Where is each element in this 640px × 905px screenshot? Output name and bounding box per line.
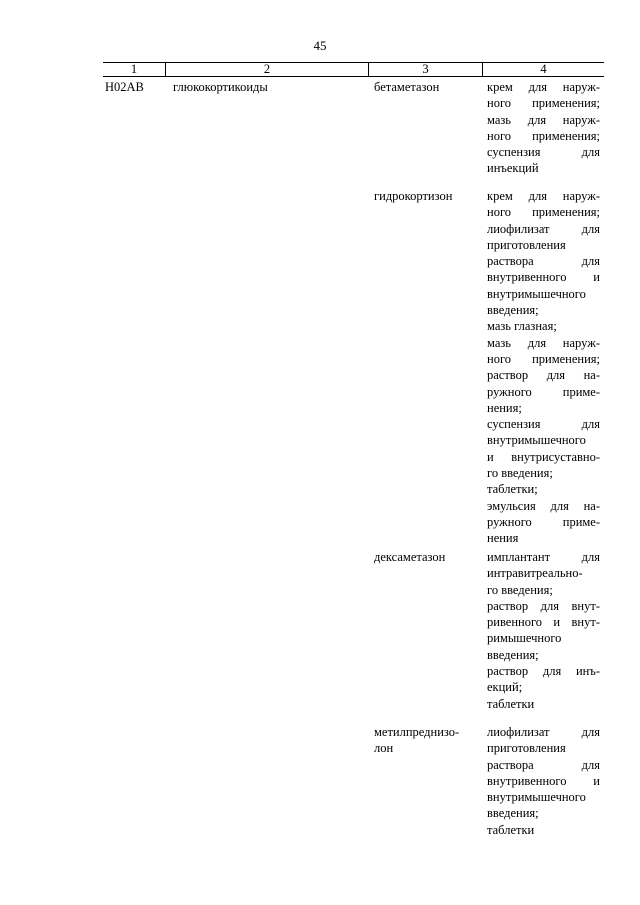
dosage-form-line: введения; xyxy=(487,303,539,318)
dosage-form-line: го введения; xyxy=(487,466,553,481)
drug-name-line: бетаметазон xyxy=(374,80,440,94)
dosage-form-line: лиофилизат для xyxy=(487,725,600,739)
dosage-form-line: внутривенного и xyxy=(487,773,600,788)
dosage-form-line: нения; xyxy=(487,400,522,415)
dosage-form-line: ружного приме- xyxy=(487,514,600,529)
dosage-forms xyxy=(487,549,600,712)
dosage-form-line: ного применения; xyxy=(487,96,600,111)
dosage-form-line: введения; xyxy=(487,806,539,821)
header-col-1: 1 xyxy=(130,62,138,76)
drug-name xyxy=(374,724,478,757)
dosage-form-line: ного применения; xyxy=(487,351,600,366)
drug-name xyxy=(374,188,478,204)
dosage-form-line: и внутрисуставно- xyxy=(487,449,600,464)
dosage-form-line: го введения; xyxy=(487,582,553,597)
drug-name-line: дексаметазон xyxy=(374,550,446,564)
drug-name xyxy=(374,549,478,565)
dosage-form-line: приготовления xyxy=(487,237,566,252)
dosage-form-line: имплантант для xyxy=(487,550,600,564)
anatomical-therapeutic-group: глюкокортикоиды xyxy=(173,80,268,94)
dosage-forms xyxy=(487,79,600,177)
dosage-form-line: внутримышечного xyxy=(487,286,586,301)
dosage-form-line: лиофилизат для xyxy=(487,221,600,236)
dosage-form-line: ного применения; xyxy=(487,128,600,143)
dosage-form-line: мазь для наруж- xyxy=(487,335,600,350)
drug-name-line: гидрокортизон xyxy=(374,189,453,203)
dosage-form-line: мазь глазная; xyxy=(487,319,557,334)
dosage-form-line: раствор для инъ- xyxy=(487,664,600,679)
header-col-3: 3 xyxy=(422,62,429,76)
drug-name-line: метилпреднизо- xyxy=(374,725,460,739)
dosage-form-line: мазь для наруж- xyxy=(487,112,600,127)
dosage-forms xyxy=(487,724,600,838)
dosage-form-line: таблетки xyxy=(487,696,535,711)
dosage-form-line: раствор для на- xyxy=(487,368,600,383)
dosage-form-line: введения; xyxy=(487,647,539,662)
dosage-form-line: эмульсия для на- xyxy=(487,498,600,513)
dosage-form-line: интравитреально- xyxy=(487,566,583,581)
dosage-form-line: крем для наруж- xyxy=(487,80,600,94)
dosage-form-line: внутривенного и xyxy=(487,270,600,285)
dosage-form-line: раствор для внут- xyxy=(487,598,600,613)
dosage-form-line: суспензия для xyxy=(487,417,600,432)
dosage-form-line: ружного приме- xyxy=(487,384,600,399)
atc-code: H02AB xyxy=(105,80,144,94)
drug-name-line: лон xyxy=(374,741,394,756)
dosage-form-line: инъекций xyxy=(487,161,539,176)
dosage-form-line: суспензия для xyxy=(487,145,600,160)
dosage-form-line: таблетки; xyxy=(487,482,538,497)
dosage-form-line: раствора для xyxy=(487,254,600,269)
dosage-forms xyxy=(487,188,600,547)
drug-name xyxy=(374,79,478,95)
table-header-row xyxy=(103,62,604,77)
dosage-form-line: римышечного xyxy=(487,631,562,646)
dosage-form-line: приготовления xyxy=(487,741,566,756)
dosage-form-line: внутримышечного xyxy=(487,433,586,448)
dosage-form-line: внутримышечного xyxy=(487,790,586,805)
dosage-form-line: таблетки xyxy=(487,822,535,837)
page-number: 45 xyxy=(313,38,327,53)
dosage-form-line: крем для наруж- xyxy=(487,189,600,203)
dosage-form-line: нения xyxy=(487,531,519,546)
dosage-form-line: ного применения; xyxy=(487,205,600,220)
header-col-4: 4 xyxy=(540,62,547,76)
dosage-form-line: ривенного и внут- xyxy=(487,615,600,630)
dosage-form-line: екций; xyxy=(487,680,523,695)
header-col-2: 2 xyxy=(263,62,271,76)
dosage-form-line: раствора для xyxy=(487,757,600,772)
